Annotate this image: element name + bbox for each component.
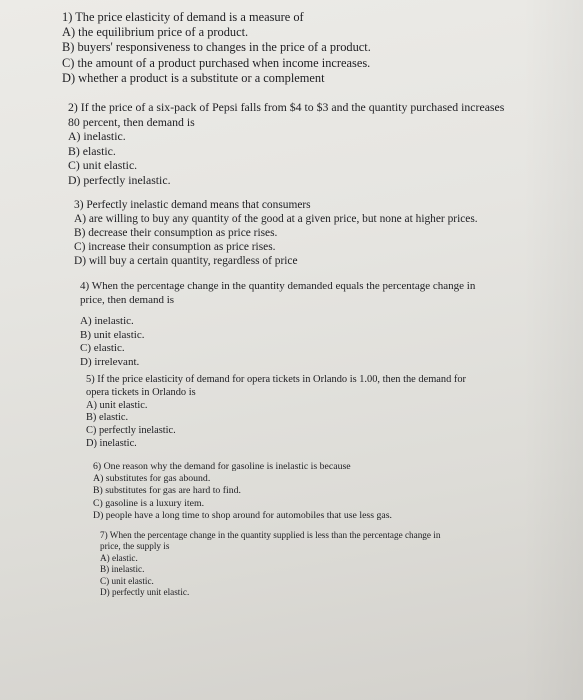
question-1-options: [62, 25, 583, 86]
question-7-options: [100, 553, 583, 599]
question-2-option-d: D) perfectly inelastic.: [68, 172, 171, 187]
question-4-option-a: A) inelastic.: [80, 315, 134, 328]
question-4-stem-line-1: 4) When the percentage change in the quantity demanded equals the percentage change in: [80, 280, 476, 292]
question-1-option-d: D) whether a product is a substitute or a complement: [62, 70, 325, 85]
question-5-options: [86, 400, 583, 451]
question-7-option-d: D) perfectly unit elastic.: [100, 587, 190, 598]
question-1-option-a: A) the equilibrium price of a product.: [62, 25, 249, 40]
question-5-stem-line-2: opera tickets in Orlando is: [86, 386, 196, 398]
question-4-options: [80, 315, 583, 369]
question-7: [100, 530, 583, 598]
question-2-option-b: B) elastic.: [68, 143, 116, 158]
question-3-options: [74, 212, 583, 268]
question-7-stem-line-1: 7) When the percentage change in the quantity supplied is less than the percentage change in: [100, 530, 441, 540]
question-6: [93, 461, 583, 522]
question-2-options: [68, 129, 583, 187]
question-5-option-c: C) perfectly inelastic.: [86, 425, 176, 437]
question-4-stem-line-2: price, then demand is: [80, 293, 175, 306]
question-3-option-b: B) decrease their consumption as price rises.: [74, 227, 278, 239]
question-7-option-c: C) unit elastic.: [100, 575, 154, 586]
question-6-option-d: D) people have a long time to shop around for automobiles that use less gas.: [93, 509, 393, 521]
question-2-stem-line-2: 80 percent, then demand is: [68, 114, 195, 129]
question-5: [86, 374, 583, 451]
question-3-option-d: D) will buy a certain quantity, regardless of price: [74, 255, 298, 267]
question-5-option-b: B) elastic.: [86, 412, 129, 424]
question-4: [80, 280, 583, 370]
question-1-stem-line-1: 1) The price elasticity of demand is a measure of: [62, 10, 304, 24]
question-6-option-a: A) substitutes for gas abound.: [93, 473, 211, 485]
question-2: [68, 100, 583, 188]
question-6-options: [93, 473, 583, 522]
question-1-option-c: C) the amount of a product purchased when income increases.: [62, 55, 371, 70]
question-7-option-b: B) inelastic.: [100, 564, 145, 575]
question-3: [74, 198, 583, 268]
question-2-option-a: A) inelastic.: [68, 129, 126, 144]
question-2-option-c: C) unit elastic.: [68, 158, 138, 173]
question-7-option-a: A) elastic.: [100, 552, 138, 563]
question-3-stem-line-1: 3) Perfectly inelastic demand means that consumers: [74, 199, 311, 211]
question-5-option-d: D) inelastic.: [86, 437, 137, 449]
question-6-option-b: B) substitutes for gas are hard to find.: [93, 485, 242, 497]
question-4-option-b: B) unit elastic.: [80, 328, 145, 341]
question-3-option-a: A) are willing to buy any quantity of the good at a given price, but none at higher prices.: [74, 213, 478, 225]
question-5-stem-line-1: 5) If the price elasticity of demand for opera tickets in Orlando is 1.00, then the demand for: [86, 374, 466, 385]
question-1-option-b: B) buyers' responsiveness to changes in the price of a product.: [62, 40, 371, 55]
question-6-stem-line-1: 6) One reason why the demand for gasoline is inelastic is because: [93, 461, 351, 472]
question-1: [62, 10, 583, 86]
question-4-option-d: D) irrelevant.: [80, 355, 140, 368]
question-4-option-c: C) elastic.: [80, 342, 125, 355]
question-5-option-a: A) unit elastic.: [86, 399, 148, 411]
question-2-stem-line-1: 2) If the price of a six-pack of Pepsi falls from $4 to $3 and the quantity purchased increases: [68, 100, 505, 114]
question-6-option-c: C) gasoline is a luxury item.: [93, 497, 205, 509]
question-7-stem-line-2: price, the supply is: [100, 541, 170, 552]
question-3-option-c: C) increase their consumption as price rises.: [74, 241, 276, 253]
